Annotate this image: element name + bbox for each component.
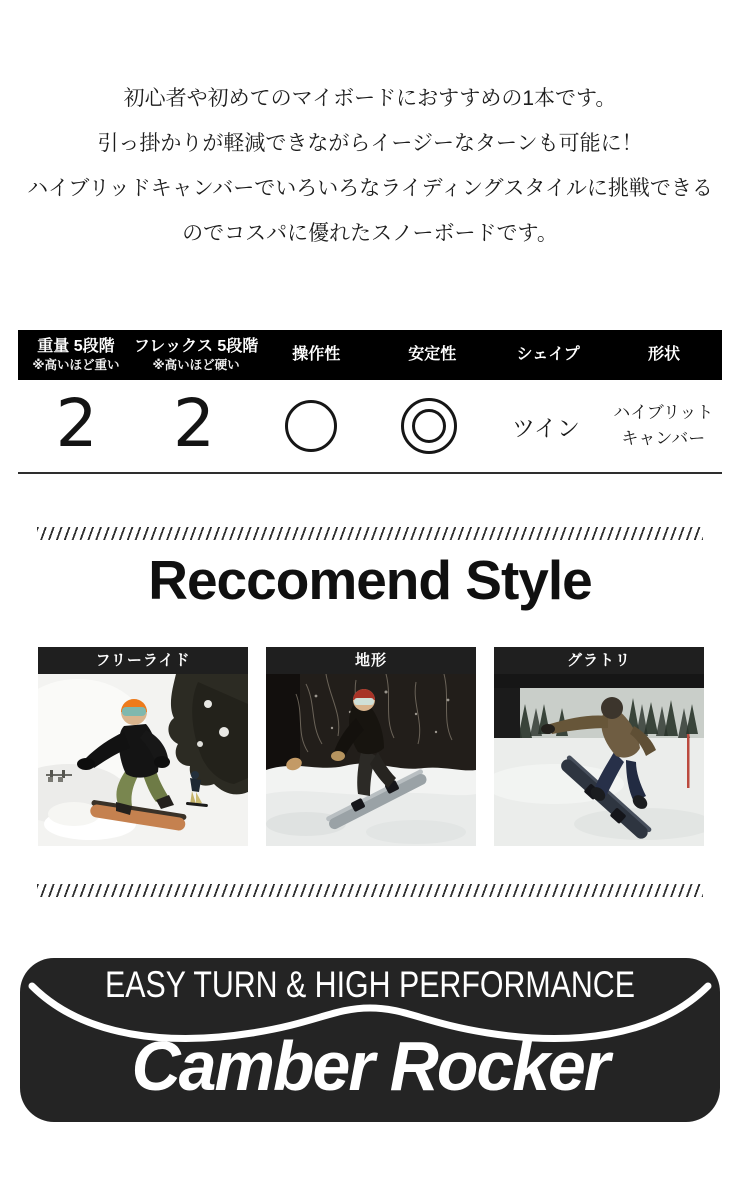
form-line-1: ハイブリット — [613, 403, 714, 422]
style-card-freeride — [38, 647, 248, 846]
spec-header-stability: 安定性 — [408, 346, 457, 363]
intro-paragraph — [0, 76, 740, 256]
double-circle-mark-inner — [412, 409, 446, 443]
spec-header-shape: シェイプ — [516, 346, 580, 363]
form-line-2: キャンバー — [621, 429, 706, 448]
spec-value-shape: ツイン — [512, 414, 580, 441]
spec-header-weight: 重量 5段階 ※高いほど重い — [32, 338, 120, 372]
double-circle-mark — [401, 398, 457, 454]
style-photo-gratori — [494, 674, 704, 846]
spec-header-form: 形状 — [648, 346, 681, 363]
style-photo-terrain — [266, 674, 476, 846]
spec-value-operability — [253, 380, 370, 472]
intro-line: 初心者や初めてのマイボードにおすすめの1本です。 — [123, 87, 617, 110]
camber-rocker-banner — [20, 958, 720, 1122]
intro-line: ハイブリッドキャンバーでいろいろなライディングスタイルに挑戦できる — [27, 177, 713, 200]
spec-value-flex: 2 — [172, 384, 215, 462]
style-card-gratori — [494, 647, 704, 846]
style-card-label: フリーライド — [38, 647, 248, 674]
intro-line: 引っ掛かりが軽減できながらイージーなターンも可能に！ — [97, 132, 643, 155]
banner-tagline: EASY TURN & HIGH PERFORMANCE — [105, 964, 635, 1005]
style-photo-freeride — [38, 674, 248, 846]
spec-value-weight: 2 — [55, 384, 98, 462]
spec-value-form — [605, 380, 722, 472]
style-card-label: グラトリ — [494, 647, 704, 674]
hatch-divider — [37, 884, 703, 897]
intro-line: のでコスパに優れたスノーボードです。 — [182, 222, 558, 245]
style-card-terrain — [266, 647, 476, 846]
banner-title: Camber Rocker — [131, 1027, 609, 1105]
single-circle-mark — [285, 400, 337, 452]
spec-table-header — [18, 330, 722, 380]
spec-header-operability: 操作性 — [292, 346, 341, 363]
style-card-label: 地形 — [266, 647, 476, 674]
recommend-style-cards — [38, 647, 704, 846]
spec-value-stability — [370, 380, 487, 472]
spec-table-values — [18, 380, 722, 474]
hatch-divider — [37, 527, 703, 540]
recommend-style-title: Reccomend Style — [148, 549, 592, 611]
spec-header-flex: フレックス 5段階 ※高いほど硬い — [133, 338, 259, 372]
